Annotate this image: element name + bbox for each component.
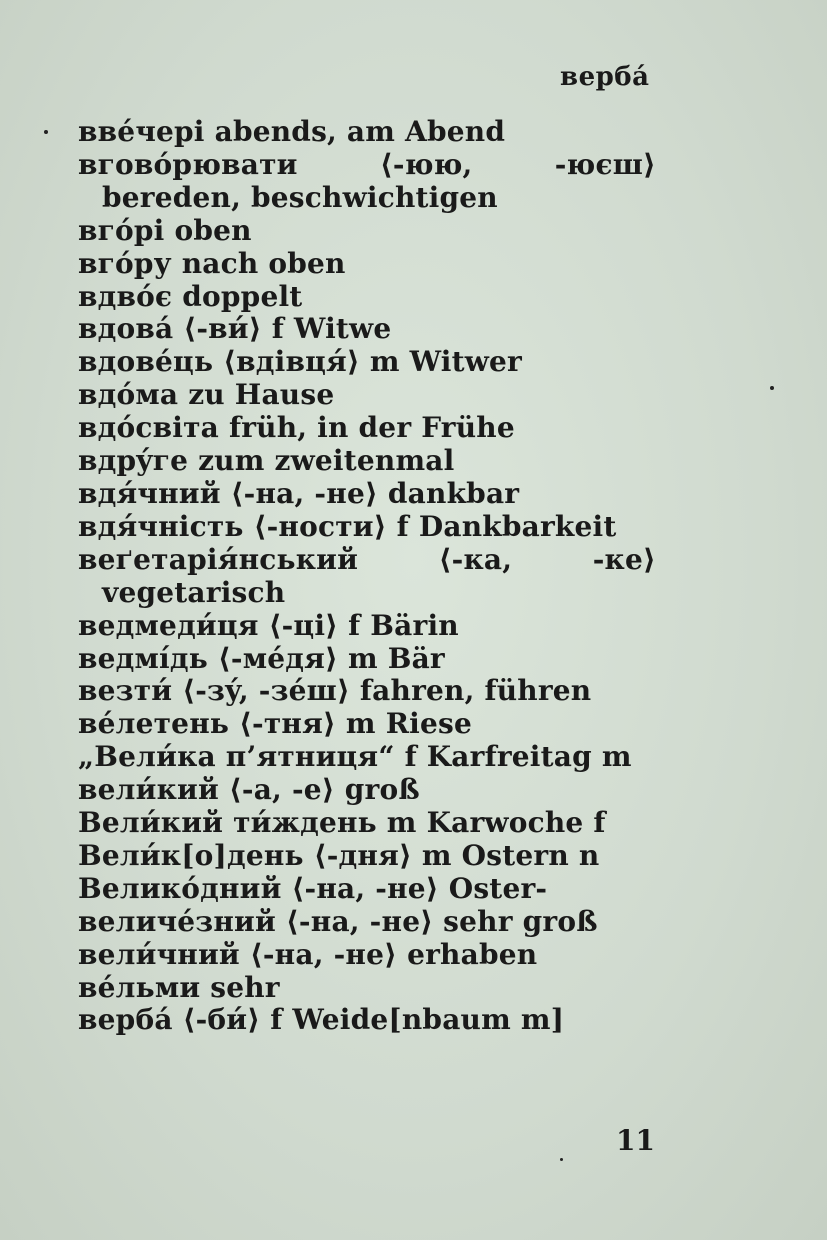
dictionary-entry: вербá ⟨-би́⟩ f Weide[nbaum m] [78,1003,565,1037]
dictionary-entry: веґетарія́нський ⟨-ка, -ке⟩ vegetarisch [78,542,656,609]
paper-speck [770,386,774,390]
dictionary-entry: ввéчері abends, am Abend [78,115,506,148]
dictionary-entry: вговóрювати ⟨-юю, -юєш⟩ bereden, beschwichtigen [78,147,656,214]
dictionary-entry: Вели́кий ти́ждень m Karwoche f [78,806,606,840]
dictionary-entry: ведмі́дь ⟨-мéдя⟩ m Bär [78,641,445,675]
dictionary-entry: вгóрі oben [78,213,252,247]
dictionary-entry: вдóсвіта früh, in der Frühe [78,411,515,445]
dictionary-entry: вели́кий ⟨-а, -е⟩ groß [78,773,420,807]
paper-speck [560,1158,563,1161]
page-number: 11 [616,1124,655,1157]
dictionary-entry: Вели́к[о]день ⟨-дня⟩ m Ostern n [78,838,600,872]
dictionary-entry: вели́чний ⟨-на, -не⟩ erhaben [78,937,538,971]
dictionary-entry: ведмеди́ця ⟨-ці⟩ f Bärin [78,608,459,642]
dictionary-entry: вéлетень ⟨-тня⟩ m Riese [78,707,473,741]
dictionary-entry: „Вели́ка п’ятниця“ f Karfreitag m [78,740,632,774]
dictionary-entry: вдóма zu Hause [78,378,335,412]
dictionary-entry: вдовéць ⟨вдівця́⟩ m Witwer [78,345,522,379]
dictionary-entry: вéльми sehr [78,970,280,1004]
dictionary-entry: величéзний ⟨-на, -не⟩ sehr groß [78,904,598,938]
dictionary-entry: вдрýге zum zweitenmal [78,444,455,478]
dictionary-entry: Великóдний ⟨-на, -не⟩ Oster- [78,871,548,905]
dictionary-entries [78,116,656,1037]
running-head: вербá [560,62,650,92]
dictionary-entry: вдя́чний ⟨-на, -не⟩ dankbar [78,476,520,510]
dictionary-entry: вгóру nach oben [78,246,346,280]
paper-speck [44,130,48,134]
dictionary-entry: вдвóє doppelt [78,279,303,313]
dictionary-entry: вдя́чність ⟨-ности⟩ f Dankbarkeit [78,509,617,543]
dictionary-entry: вдовá ⟨-ви́⟩ f Witwe [78,312,392,346]
dictionary-entry: везти́ ⟨-зý, -зéш⟩ fahren, führen [78,674,592,708]
